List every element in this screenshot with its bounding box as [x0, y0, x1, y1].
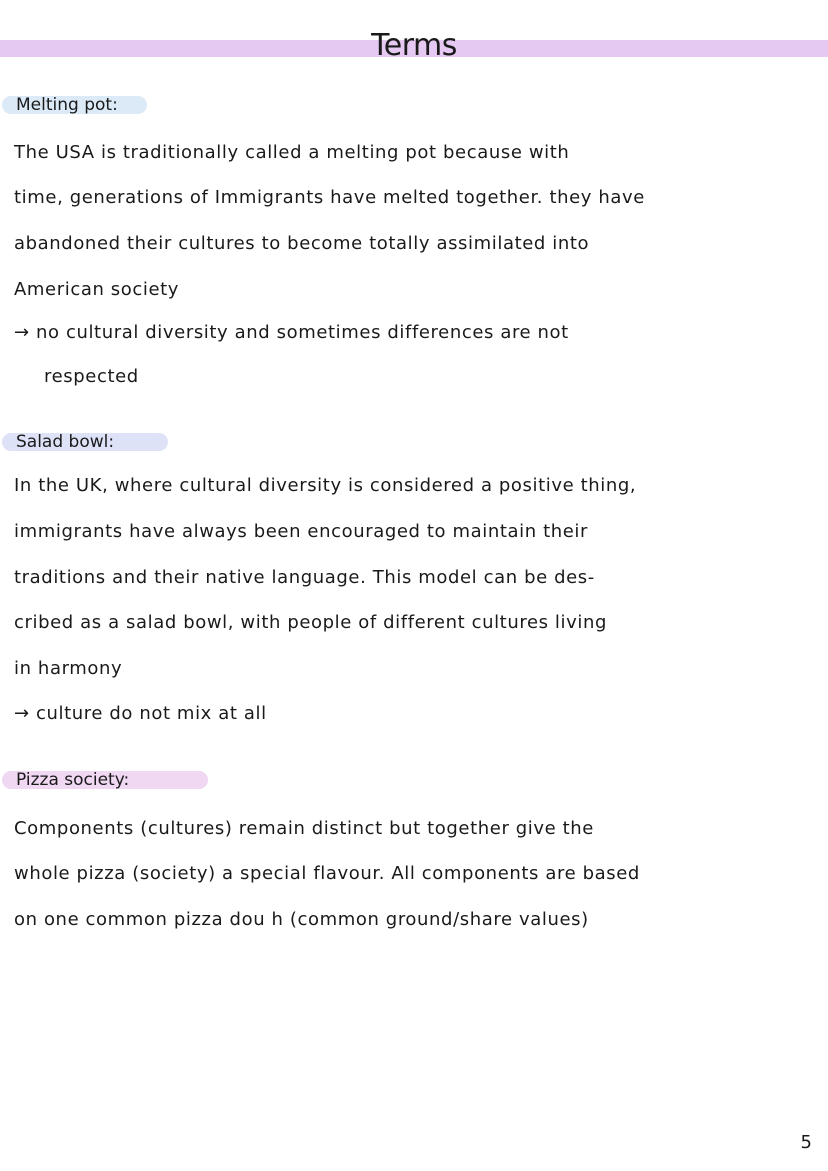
text-line: traditions and their native language. This model can be des-: [14, 567, 595, 588]
text-line: → culture do not mix at all: [14, 703, 267, 724]
section-heading-melting-pot: Melting pot:: [2, 96, 147, 114]
text-line: immigrants have always been encouraged to maintain their: [14, 521, 589, 542]
page-title: Terms: [371, 28, 457, 63]
text-line: → no cultural diversity and sometimes differences are not: [14, 322, 569, 343]
page-number: 5: [800, 1132, 812, 1153]
text-line: in harmony: [14, 658, 123, 679]
section-heading-pizza-society: Pizza society:: [2, 771, 208, 789]
text-line: The USA is traditionally called a melting pot because with: [14, 142, 570, 163]
text-line: time, generations of Immigrants have melted together. they have: [14, 187, 645, 208]
text-line: Components (cultures) remain distinct but together give the: [14, 818, 594, 839]
section-heading-salad-bowl: Salad bowl:: [2, 433, 168, 451]
text-line: In the UK, where cultural diversity is considered a positive thing,: [14, 475, 637, 496]
text-line: on one common pizza dou h (common ground/share values): [14, 909, 589, 930]
text-line: cribed as a salad bowl, with people of different cultures living: [14, 612, 608, 633]
text-line: abandoned their cultures to become totally assimilated into: [14, 233, 590, 254]
text-line: respected: [44, 366, 139, 387]
text-line: American society: [14, 279, 180, 300]
text-line: whole pizza (society) a special flavour. All components are based: [14, 863, 640, 884]
